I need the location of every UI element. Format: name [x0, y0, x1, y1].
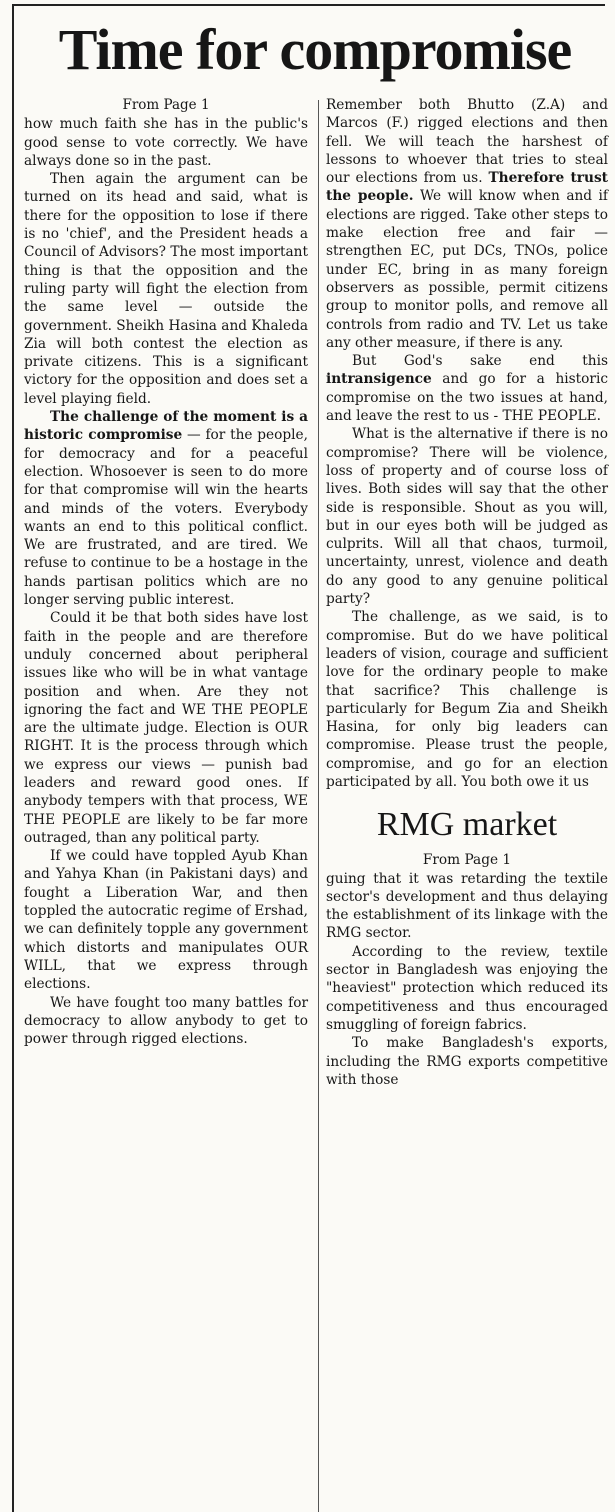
- paragraph-trust: [326, 96, 608, 352]
- top-border-rule: [12, 4, 605, 6]
- bold-phrase: Therefore trust the people.: [326, 170, 608, 205]
- left-border-rule: [12, 4, 14, 1512]
- paragraph: If we could have toppled Ayub Khan and Yahya Khan (in Pakistani days) and fought a Liberation War, and then toppled the autocratic regime of Ershad, we can definitely topple any government which distorts and manipulates OUR WILL, that we express through elections.: [24, 848, 308, 993]
- bold-word: intransigence: [326, 371, 432, 388]
- right-column: [326, 96, 608, 1089]
- paragraph-text: — for the people, for democracy and for a peaceful election. Whosoever is seen to do more for that compromise will win the hearts and minds of the voters. Everybody wants an end to this political conflict. We are frustrated, and are tired. We refuse to continue to be a hostage in the hands partisan politics which are no longer serving public interest.: [24, 427, 308, 609]
- paragraph: The challenge, as we said, is to compromise. But do we have political leaders of vision, courage and sufficient love for the ordinary people to make that sacrifice? This challenge is particularly for Begum Zia and Sheikh Hasina, for only big leaders can compromise. Please trust the people, compromise, and go for an election participated by all. You both owe it us: [326, 609, 608, 790]
- article-headline: Time for compromise: [58, 17, 572, 82]
- paragraph: Could it be that both sides have lost faith in the people and are therefore unduly concerned about peripheral issues like who will be in what vantage position and when. Are they not ignoring the fact and WE THE PEOPLE are the ultimate judge. Election is OUR RIGHT. It is the process through which we express our views — punish bad leaders and reward good ones. If anybody tempers with that process, WE THE PEOPLE are likely to be far more outraged, than any political party.: [24, 610, 308, 846]
- paragraph-intransigence: [326, 352, 608, 425]
- paragraph-text: We will know when and if elections are rigged. Take other steps to make election free and fair — strengthen EC, put DCs, TNOs, police under EC, bring in as many foreign observers as possible, permit citizens group to monitor polls, and remove all controls from radio and TV. Let us take any other measure, if there is any.: [326, 188, 608, 351]
- paragraph: We have fought too many battles for democracy to allow anybody to get to power through rigged elections.: [24, 994, 308, 1048]
- rmg-jump-line: From Page 1: [422, 852, 512, 869]
- paragraph: guing that it was retarding the textile sector's development and thus delaying the establishment of its linkage with the RMG sector.: [326, 870, 608, 942]
- column-divider: [318, 100, 319, 1512]
- paragraph: What is the alternative if there is no compromise? There will be violence, loss of property and of course loss of lives. Both sides will say that the other side is responsible. Shout as you will, but in our eyes both will be judged as culprits. Will all that chaos, turmoil, uncertainty, unrest, violence and death do any good to any genuine political party?: [326, 426, 608, 608]
- bold-lead: The challenge of the moment is a historic compromise: [24, 409, 308, 444]
- paragraph: To make Bangladesh's exports, including the RMG exports competitive with those: [326, 1035, 608, 1088]
- paragraph-text: Remember both Bhutto (Z.A) and Marcos (F.) rigged elections and then fell. We will teach the harshest of lessons to whoever that tries to steal our elections from us.: [326, 97, 608, 187]
- left-column: [24, 96, 308, 1048]
- paragraph-challenge: [24, 408, 308, 609]
- rmg-headline: RMG market: [376, 806, 558, 844]
- paragraph: how much faith she has in the public's good sense to vote correctly. We have always done so in the past.: [24, 116, 308, 169]
- paragraph: Then again the argument can be turned on its head and said, what is there for the opposition to lose if there is no 'chief', and the President heads a Council of Advisors? The most important thing is that the opposition and the ruling party will fight the election from the same level — outside the government. Sheikh Hasina and Khaleda Zia will both contest the election as private citizens. This is a significant victory for the opposition and does set a level playing field.: [24, 171, 308, 407]
- paragraph-text: But God's sake end this: [352, 353, 608, 370]
- paragraph-text: and go for a historic compromise on the two issues at hand, and leave the rest to us - THE PEOPLE.: [326, 371, 608, 425]
- paragraph: According to the review, textile sector in Bangladesh was enjoying the "heaviest" protection which reduced its competitiveness and thus encouraged smuggling of foreign fabrics.: [326, 943, 608, 1033]
- jump-line: From Page 1: [122, 97, 210, 113]
